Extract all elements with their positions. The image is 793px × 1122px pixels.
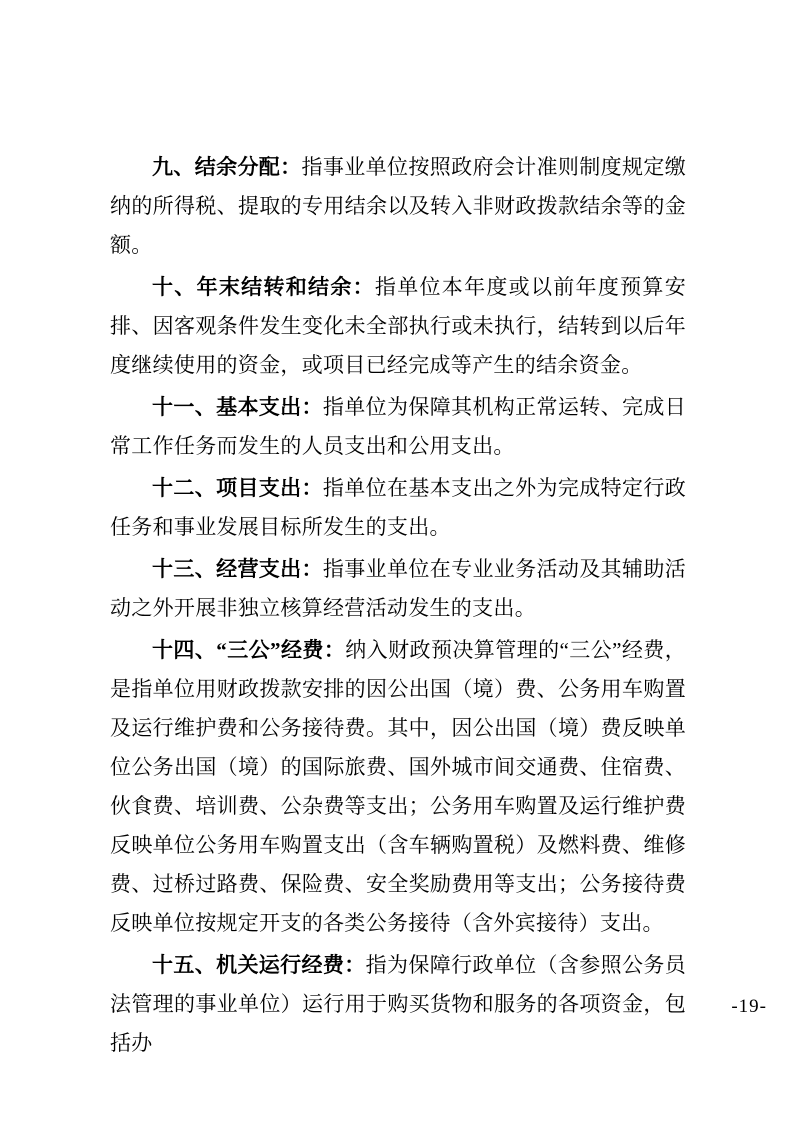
paragraph-three-public-funds — [110, 631, 686, 943]
term-body: 指事业单位在专业业务活动及其辅助活动之外开展非独立核算经营活动发生的支出。 — [110, 557, 686, 620]
paragraph-project-expenditure — [110, 469, 686, 547]
term-body: 指单位为保障其机构正常运转、完成日常工作任务而发生的人员支出和公用支出。 — [110, 395, 686, 458]
paragraph-surplus-distribution — [110, 148, 686, 265]
term-label: 九、结余分配： — [152, 155, 302, 179]
term-label: 十四、“三公”经费： — [152, 638, 346, 662]
term-label: 十三、经营支出： — [152, 557, 323, 581]
term-label: 十一、基本支出： — [152, 395, 323, 419]
term-body: 纳入财政预决算管理的“三公”经费，是指单位用财政拨款安排的因公出国（境）费、公务用车购置及运行维护费和公务接待费。其中，因公出国（境）费反映单位公务出国（境）的国际旅费、国外城市间交通费、住宿费、伙食费、培训费、公杂费等支出；公务用车购置及运行维护费反映单位公务用车购置支出（含车辆购置税）及燃料费、维修费、过桥过路费、保险费、安全奖励费用等支出；公务接待费反映单位按规定开支的各类公务接待（含外宾接待）支出。 — [110, 638, 686, 935]
term-body: 指单位在基本支出之外为完成特定行政任务和事业发展目标所发生的支出。 — [110, 476, 686, 539]
term-body: 指为保障行政单位（含参照公务员法管理的事业单位）运行用于购买货物和服务的各项资金，包括办 — [110, 953, 686, 1055]
page-number: -19- — [731, 996, 767, 1017]
term-body: 指事业单位按照政府会计准则制度规定缴纳的所得税、提取的专用结余以及转入非财政拨款结余等的金额。 — [110, 155, 686, 257]
paragraph-basic-expenditure — [110, 388, 686, 466]
term-label: 十五、机关运行经费： — [152, 953, 366, 977]
paragraph-agency-operating-funds — [110, 946, 686, 1063]
term-label: 十、年末结转和结余： — [152, 275, 375, 299]
term-body: 指单位本年度或以前年度预算安排、因客观条件发生变化未全部执行或未执行，结转到以后年度继续使用的资金，或项目已经完成等产生的结余资金。 — [110, 275, 687, 377]
paragraph-operating-expenditure — [110, 550, 686, 628]
paragraph-yearend-carryover — [110, 268, 686, 385]
term-label: 十二、项目支出： — [152, 476, 323, 500]
document-content — [110, 148, 686, 1066]
